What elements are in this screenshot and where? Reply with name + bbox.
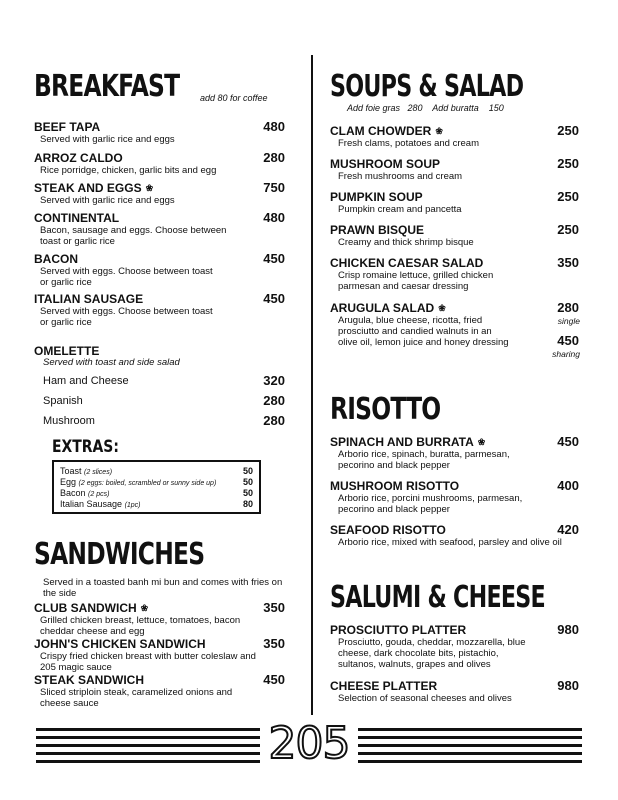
stripe [36, 760, 260, 763]
item-name: BACON [34, 252, 78, 266]
item-name: PRAWN BISQUE [330, 223, 425, 237]
item-price: 250 [557, 189, 579, 204]
item-desc: Grilled chicken breast, lettuce, tomatoes, bacon cheddar cheese and egg [40, 615, 241, 637]
omelette-option-price: 320 [263, 373, 285, 388]
item-name: BEEF TAPA [34, 120, 101, 134]
extras-row [60, 466, 253, 476]
item-price: 420 [557, 522, 579, 537]
menu-item [330, 157, 545, 182]
sandwiches-intro: Served in a toasted banh mi bun and comes with fries on the side [43, 577, 283, 599]
item-name: MUSHROOM SOUP [330, 157, 441, 171]
leaf-icon: ❀ [145, 183, 154, 193]
item-desc: Crisp romaine lettuce, grilled chicken parmesan and caesar dressing [338, 270, 494, 292]
column-divider [311, 55, 313, 715]
extra-price: 50 [242, 477, 253, 487]
menu-item [330, 256, 515, 292]
item-price: 750 [263, 180, 285, 195]
item-desc: Served with eggs. Choose between toast or garlic rice [40, 266, 213, 288]
menu-item [34, 292, 214, 328]
item-desc: Arborio rice, mixed with seafood, parsley and olive oil [338, 537, 562, 548]
item-name: STEAK AND EGGS [34, 181, 142, 195]
item-desc: Arborio rice, spinach, buratta, parmesan, pecorino and black pepper [338, 449, 510, 471]
item-price: 450 [557, 333, 579, 348]
item-price: 350 [263, 636, 285, 651]
item-name: CLUB SANDWICH [34, 601, 137, 615]
breakfast-title: BREAKFAST [34, 69, 180, 104]
extra-detail: (1pc) [124, 502, 141, 509]
size-label: sharing [552, 349, 580, 359]
menu-item [34, 252, 214, 288]
item-name: SPINACH AND BURRATA [330, 435, 474, 449]
item-desc: Sliced striploin steak, caramelized onions and cheese sauce [40, 687, 233, 709]
item-desc: Creamy and thick shrimp bisque [338, 237, 474, 248]
menu-item [330, 479, 545, 515]
omelette-option: Spanish [43, 395, 83, 407]
item-name: JOHN'S CHICKEN SANDWICH [34, 637, 206, 651]
extra-detail: (2 slices) [84, 469, 113, 476]
item-desc: Arborio rice, porcini mushrooms, parmesan, pecorino and black pepper [338, 493, 523, 515]
menu-item [330, 435, 530, 471]
item-name: CLAM CHOWDER [330, 124, 432, 138]
extras-title: EXTRAS: [52, 437, 119, 457]
menu-item [330, 124, 545, 149]
brand-logo: 205 [268, 718, 350, 769]
item-desc: Fresh mushrooms and cream [338, 171, 463, 182]
extra-name: Italian Sausage [60, 499, 123, 509]
item-name: STEAK SANDWICH [34, 673, 144, 687]
extra-price: 50 [242, 466, 253, 476]
item-name: CHICKEN CAESAR SALAD [330, 256, 484, 270]
item-name: ARROZ CALDO [34, 151, 123, 165]
item-desc: Pumpkin cream and pancetta [338, 204, 462, 215]
stripe [36, 728, 260, 731]
item-desc: Served with garlic rice and eggs [40, 195, 175, 206]
size-label: single [557, 316, 580, 326]
item-desc: Selection of seasonal cheeses and olives [338, 693, 512, 704]
item-desc: Fresh clams, potatoes and cream [338, 138, 479, 149]
extras-row [60, 488, 253, 498]
item-price: 250 [557, 123, 579, 138]
stripe [36, 752, 260, 755]
item-price: 350 [557, 255, 579, 270]
omelette-desc: Served with toast and side salad [43, 357, 180, 368]
item-desc: Rice porridge, chicken, garlic bits and egg [40, 165, 217, 176]
stripe [36, 744, 260, 747]
stripe [358, 736, 582, 739]
item-price: 450 [263, 251, 285, 266]
item-price: 350 [263, 600, 285, 615]
omelette-option-price: 280 [263, 393, 285, 408]
leaf-icon: ❀ [140, 603, 149, 613]
menu-item [34, 211, 249, 247]
menu-item [330, 223, 545, 248]
stripe [358, 760, 582, 763]
item-name: ARUGULA SALAD [330, 301, 435, 315]
omelette-option: Ham and Cheese [43, 375, 129, 387]
item-desc: Served with garlic rice and eggs [40, 134, 175, 145]
extra-price: 50 [242, 488, 253, 498]
menu-item [330, 623, 530, 670]
item-desc: Bacon, sausage and eggs. Choose between toast or garlic rice [40, 225, 227, 247]
extras-row [60, 477, 253, 487]
item-desc: Served with eggs. Choose between toast or garlic rice [40, 306, 213, 328]
item-price: 450 [263, 672, 285, 687]
item-name: CHEESE PLATTER [330, 679, 438, 693]
item-price: 480 [263, 119, 285, 134]
item-desc: Crispy fried chicken breast with butter coleslaw and 205 magic sauce [40, 651, 256, 673]
item-desc: Arugula, blue cheese, ricotta, fried prosciutto and candied walnuts in an olive oil, lemon juice and honey dressing [338, 315, 509, 348]
stripe [36, 736, 260, 739]
risotto-title: RISOTTO [330, 392, 441, 427]
item-price: 980 [557, 678, 579, 693]
menu-item [330, 679, 545, 704]
extras-row [60, 499, 253, 509]
menu-item [330, 301, 510, 348]
item-name: MUSHROOM RISOTTO [330, 479, 460, 493]
leaf-icon: ❀ [438, 303, 446, 313]
item-desc: Prosciutto, gouda, cheddar, mozzarella, blue cheese, dark chocolate bits, pistachio, sultanos, walnuts, grapes and olives [338, 637, 526, 670]
extras-box [52, 460, 261, 514]
item-price: 980 [557, 622, 579, 637]
omelette-name: OMELETTE [34, 344, 100, 358]
salumi-title: SALUMI & CHEESE [330, 580, 545, 615]
item-name: CONTINENTAL [34, 211, 120, 225]
extra-name: Toast [60, 466, 82, 476]
stripe [358, 752, 582, 755]
soups-note: Add foie gras 280 Add buratta 150 [347, 103, 504, 113]
item-price: 250 [557, 222, 579, 237]
extra-detail: (2 pcs) [88, 491, 110, 498]
item-price: 450 [263, 291, 285, 306]
breakfast-note: add 80 for coffee [200, 93, 268, 103]
soups-title: SOUPS & SALAD [330, 69, 524, 104]
extra-detail: (2 eggs: boiled, scrambled or sunny side up) [78, 480, 217, 487]
omelette-option: Mushroom [43, 415, 95, 427]
item-price: 450 [557, 434, 579, 449]
omelette-option-price: 280 [263, 413, 285, 428]
item-price: 400 [557, 478, 579, 493]
stripe [358, 744, 582, 747]
item-name: ITALIAN SAUSAGE [34, 292, 144, 306]
leaf-icon: ❀ [435, 126, 443, 136]
item-price: 480 [263, 210, 285, 225]
menu-item [330, 190, 545, 215]
item-price: 250 [557, 156, 579, 171]
item-name: PROSCIUTTO PLATTER [330, 623, 467, 637]
leaf-icon: ❀ [477, 437, 486, 447]
item-name: SEAFOOD RISOTTO [330, 523, 446, 537]
item-price: 280 [557, 300, 579, 315]
sandwiches-title: SANDWICHES [34, 537, 205, 572]
extra-name: Egg [60, 477, 77, 487]
item-name: PUMPKIN SOUP [330, 190, 423, 204]
item-price: 280 [263, 150, 285, 165]
stripe [358, 728, 582, 731]
extra-name: Bacon [60, 488, 86, 498]
extra-price: 80 [242, 499, 253, 509]
